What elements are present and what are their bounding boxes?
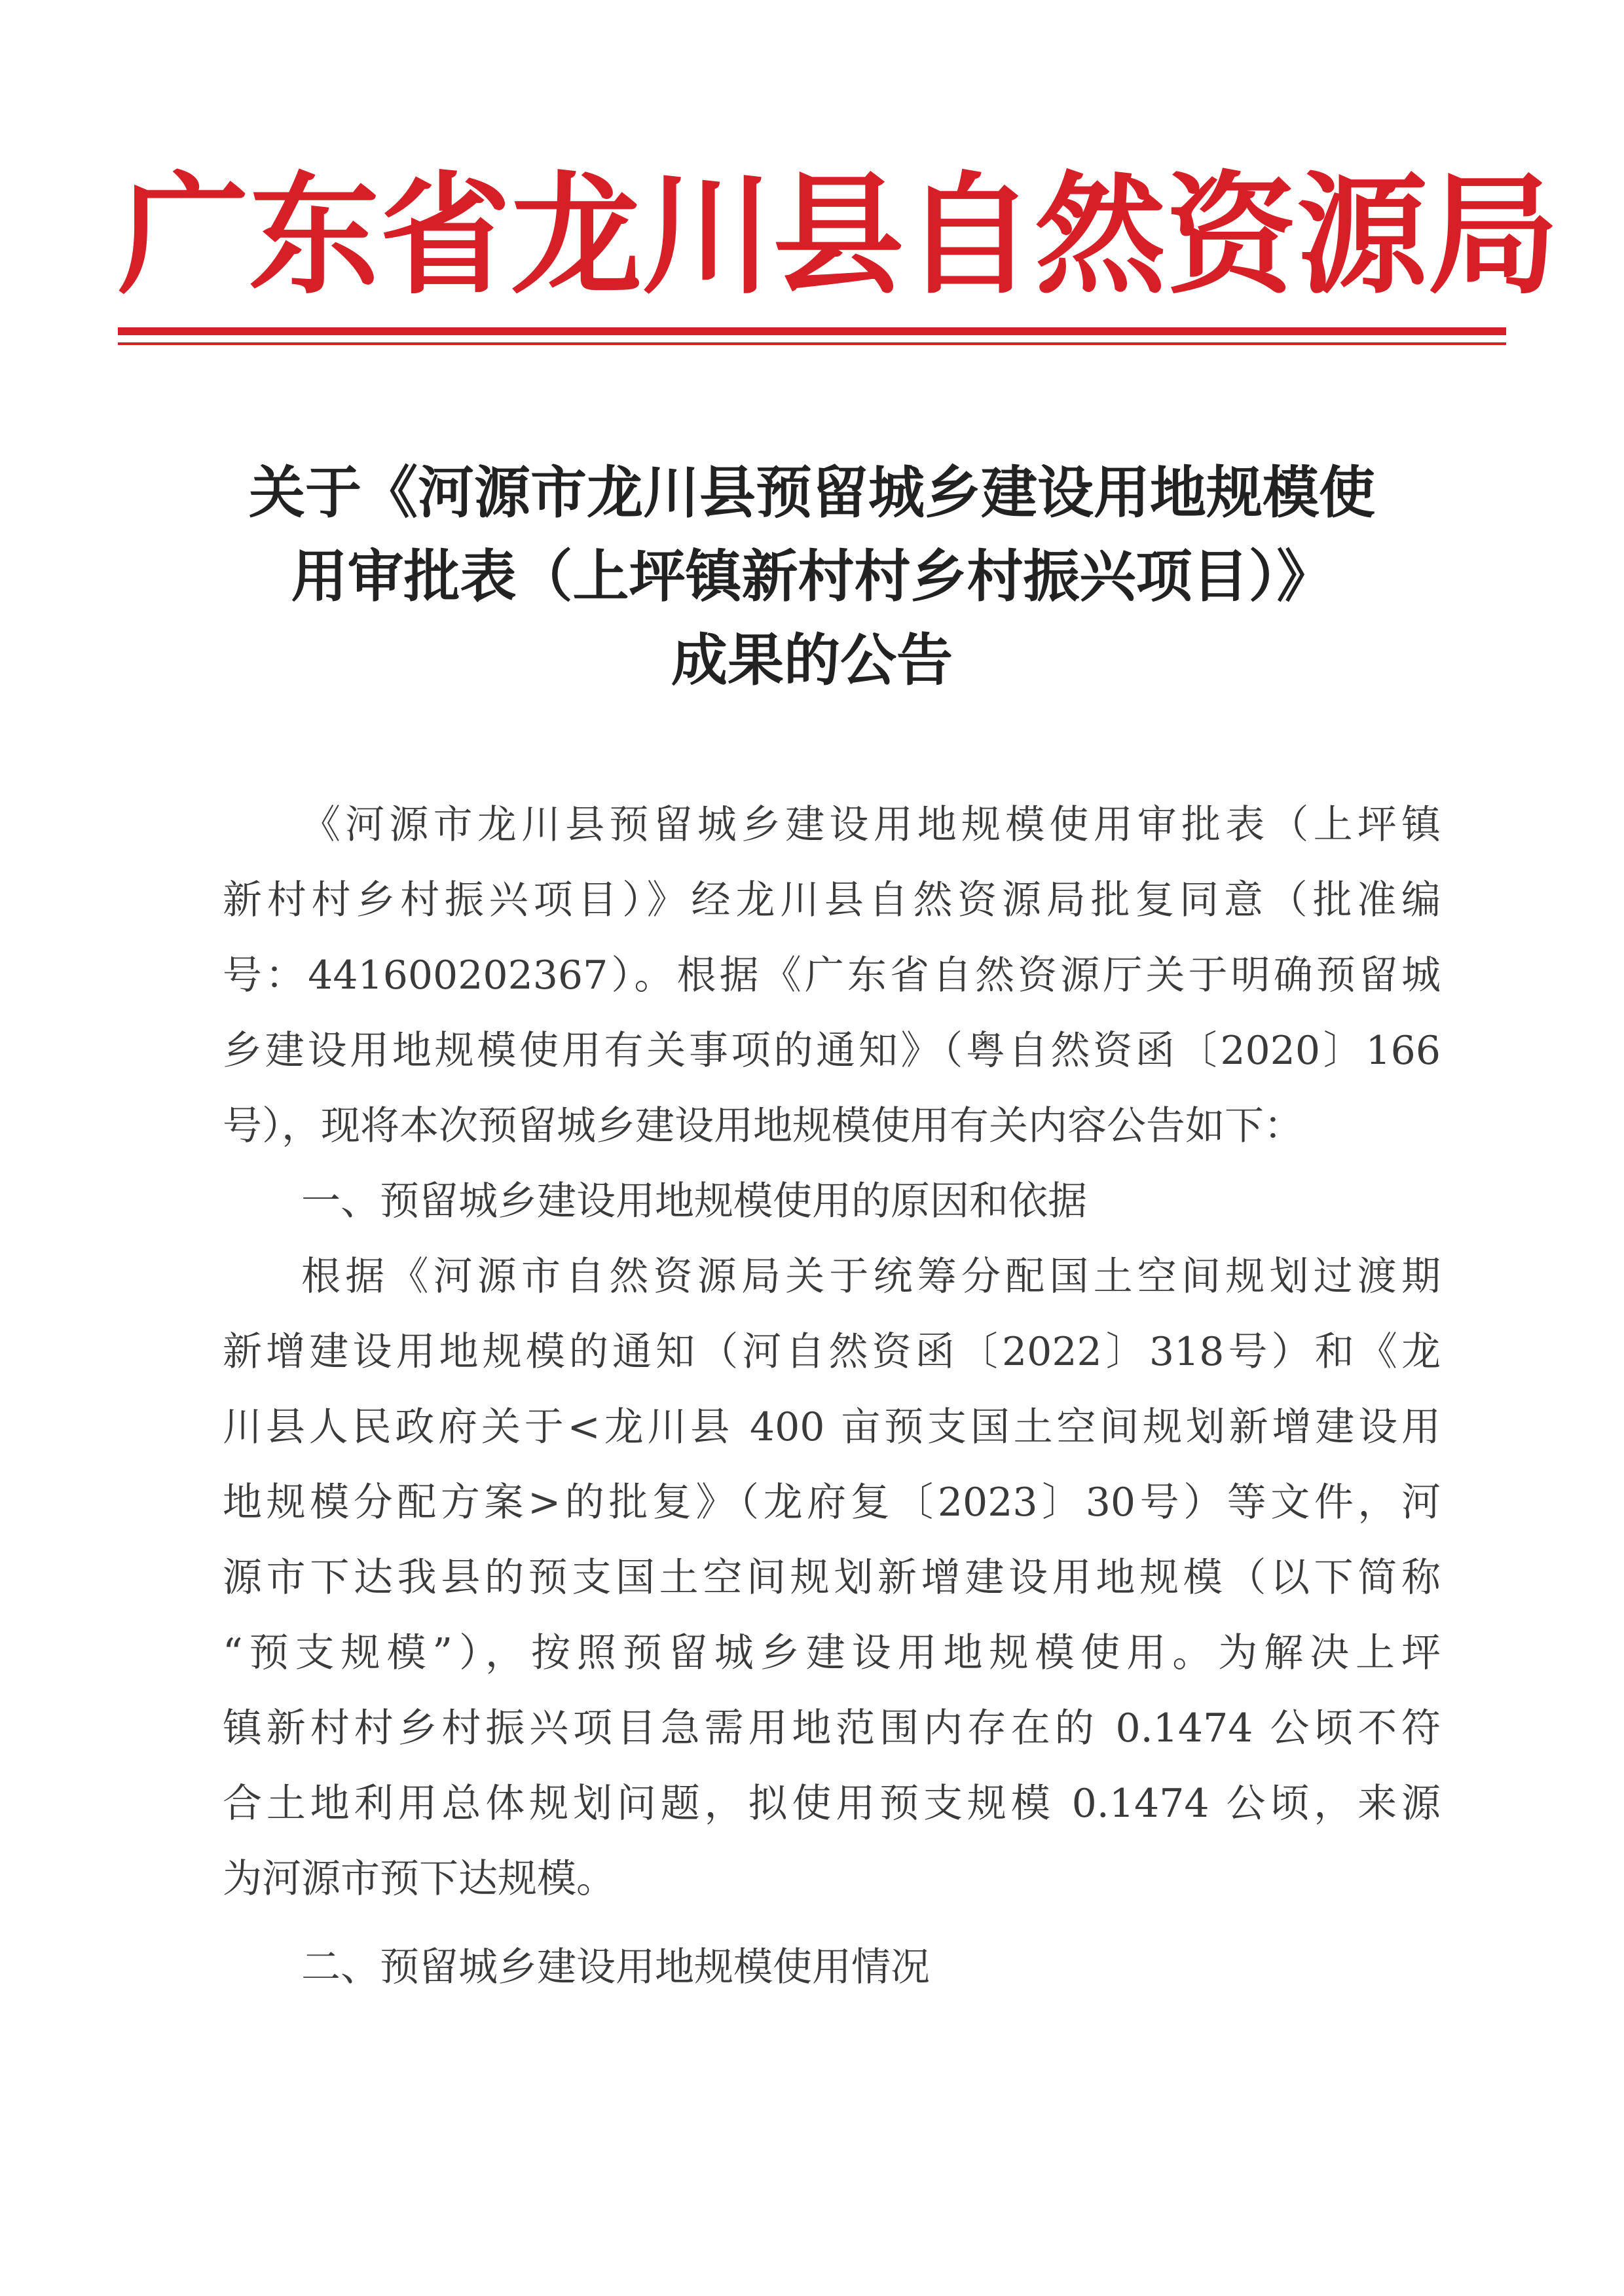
body-paragraph-line: 新增建设用地规模的通知（河自然资函〔2022〕318号）和《龙 [223, 1329, 1441, 1375]
body-paragraph-line: 合土地利用总体规划问题，拟使用预支规模 0.1474 公顷，来源 [223, 1781, 1441, 1827]
announcement-title-line-3: 成果的公告 [671, 627, 953, 693]
letterhead-char: 自 [904, 158, 1035, 312]
announcement-title-line-2: 用审批表（上坪镇新村村乡村振兴项目）》 [291, 543, 1333, 610]
body-paragraph-line: 地规模分配方案>的批复》（龙府复〔2023〕30号）等文件，河 [223, 1480, 1441, 1525]
body-paragraph-line: “预支规模”），按照预留城乡建设用地规模使用。为解决上坪 [223, 1630, 1441, 1676]
letterhead-char: 东 [249, 158, 380, 312]
body-paragraph-line: 源市下达我县的预支国土空间规划新增建设用地规模（以下简称 [223, 1555, 1441, 1601]
body-paragraph-line: 号），现将本次预留城乡建设用地规模使用有关内容公告如下： [223, 1103, 1303, 1149]
letterhead-char: 然 [1035, 158, 1166, 312]
body-paragraph-line: 川县人民政府关于<龙川县 400 亩预支国土空间规划新增建设用 [223, 1404, 1441, 1450]
body-paragraph-line: 《河源市龙川县预留城乡建设用地规模使用审批表（上坪镇 [301, 802, 1441, 848]
letterhead-rule-thin [118, 342, 1506, 345]
body-paragraph-line: 乡建设用地规模使用有关事项的通知》（粤自然资函〔2020〕166 [223, 1028, 1441, 1074]
letterhead-char: 县 [773, 158, 904, 312]
letterhead-char: 资 [1166, 158, 1297, 312]
letterhead-char: 源 [1297, 158, 1428, 312]
letterhead-rule-thick [118, 327, 1506, 335]
letterhead-title [118, 158, 1559, 312]
body-paragraph-line: 新村村乡村振兴项目）》经龙川县自然资源局批复同意（批准编 [223, 877, 1441, 923]
announcement-title-line-1: 关于《河源市龙川县预留城乡建设用地规模使 [249, 460, 1375, 526]
body-paragraph-line: 号：441600202367）。根据《广东省自然资源厅关于明确预留城 [223, 953, 1441, 998]
section-heading-2: 二、预留城乡建设用地规模使用情况 [301, 1944, 930, 1990]
letterhead-char: 广 [118, 158, 249, 312]
section-heading-1: 一、预留城乡建设用地规模使用的原因和依据 [301, 1178, 1087, 1224]
letterhead-char: 省 [380, 158, 511, 312]
letterhead-char: 龙 [511, 158, 642, 312]
body-paragraph-line: 镇新村村乡村振兴项目急需用地范围内存在的 0.1474 公顷不符 [223, 1705, 1441, 1751]
letterhead-char: 局 [1428, 158, 1559, 312]
body-paragraph-line: 为河源市预下达规模。 [223, 1856, 616, 1902]
letterhead-char: 川 [642, 158, 773, 312]
body-paragraph-line: 根据《河源市自然资源局关于统筹分配国土空间规划过渡期 [301, 1254, 1441, 1300]
